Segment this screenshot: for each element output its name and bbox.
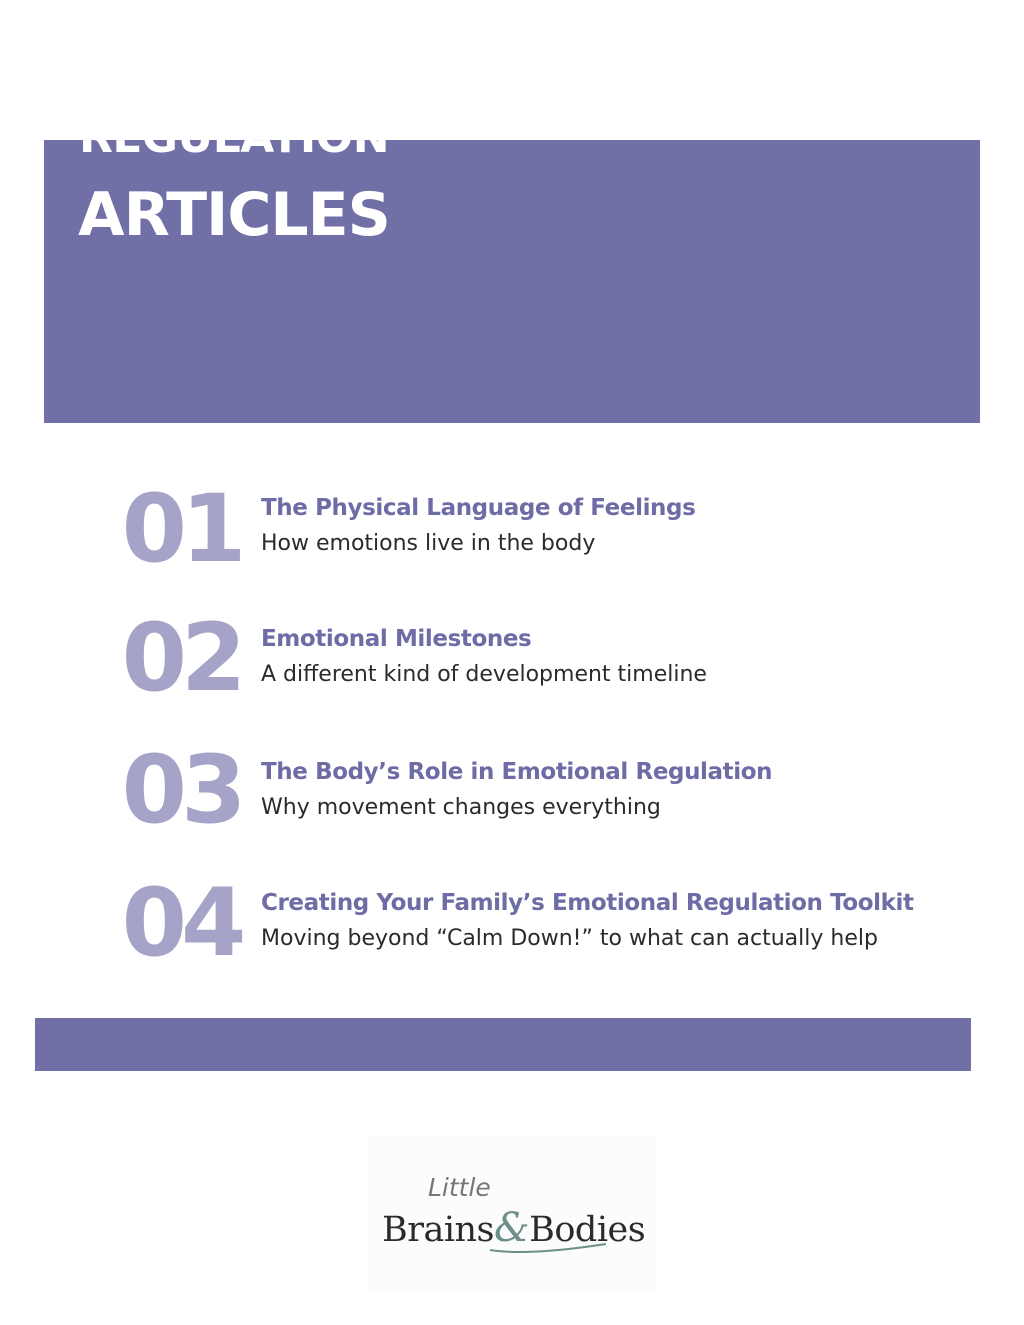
logo-bodies-text: Bodies (529, 1210, 646, 1250)
logo-ampersand: & (494, 1205, 530, 1251)
article-number: 01 (121, 475, 241, 584)
article-subtitle: How emotions live in the body (261, 531, 596, 556)
article-title[interactable]: Emotional Milestones (261, 626, 532, 652)
page-title-line-1: EMOTIONAL (89, 44, 379, 95)
article-number: 02 (121, 604, 241, 713)
article-number: 03 (121, 736, 241, 845)
brand-logo (368, 1135, 656, 1290)
article-subtitle: Moving beyond “Calm Down!” to what can actually help (261, 926, 878, 951)
article-title[interactable]: The Physical Language of Feelings (261, 495, 696, 521)
article-item-2[interactable] (0, 604, 1024, 736)
article-number: 04 (121, 869, 241, 978)
article-item-4[interactable] (0, 869, 1024, 1000)
logo-swoosh-icon (488, 1242, 608, 1256)
article-subtitle: Why movement changes everything (261, 795, 661, 820)
article-item-1[interactable] (0, 475, 1024, 605)
page-title-line-2: REGULATION (78, 112, 390, 163)
logo-little-text: Little (428, 1173, 491, 1202)
article-subtitle: A different kind of development timeline (261, 662, 707, 687)
footer-band (35, 1018, 971, 1071)
page-title-line-3: ARTICLES (78, 180, 390, 250)
logo-brains-text: Brains (382, 1210, 495, 1250)
article-title[interactable]: The Body’s Role in Emotional Regulation (261, 759, 773, 785)
article-title[interactable]: Creating Your Family’s Emotional Regulation Toolkit (261, 890, 914, 916)
article-item-3[interactable] (0, 736, 1024, 869)
